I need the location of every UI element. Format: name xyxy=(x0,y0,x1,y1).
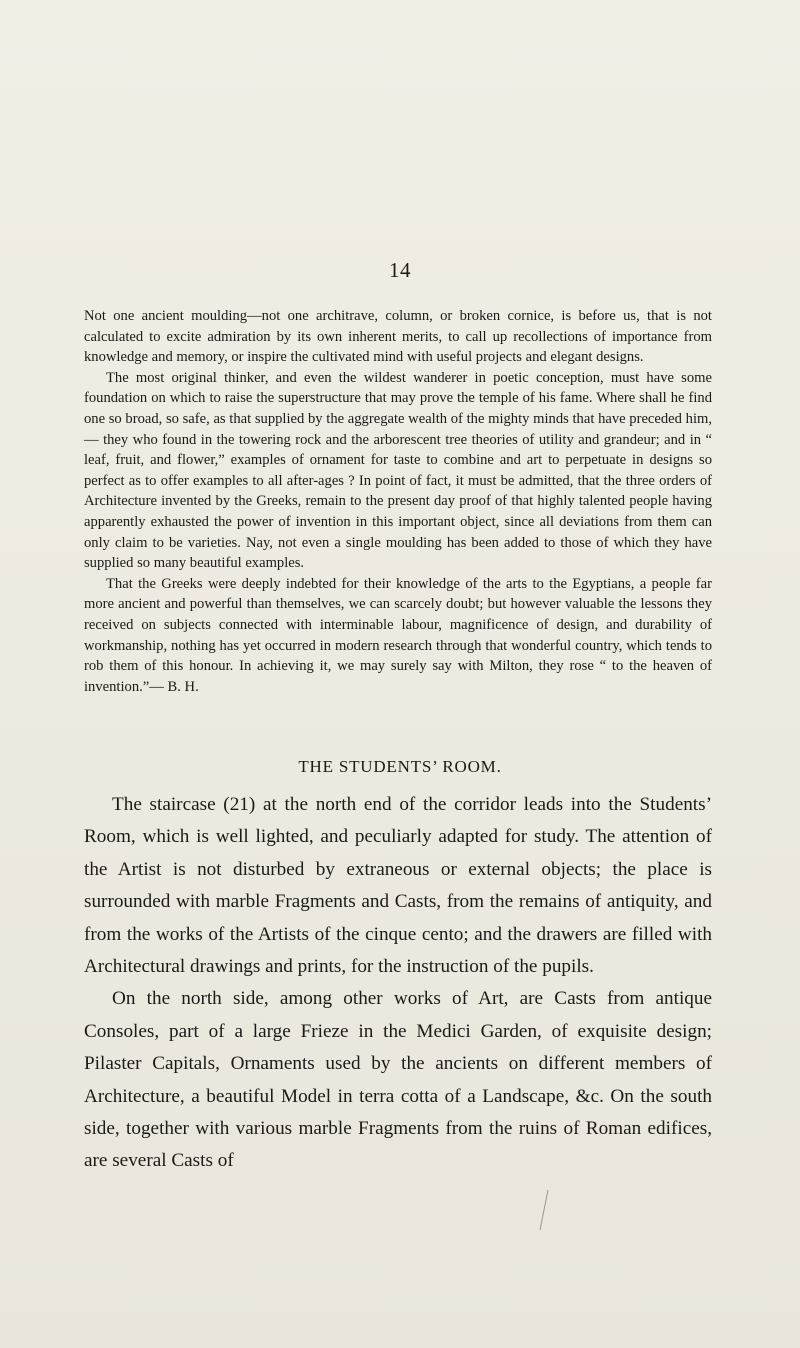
pencil-mark-icon xyxy=(538,1188,550,1232)
essay-text xyxy=(84,306,712,697)
page-number: 14 xyxy=(389,258,411,282)
section-paragraph-1: The staircase (21) at the north end of the corridor leads into the Students’ Room, which is well lighted, and peculiarly adapted for study. The attention of the Artist is not disturbed by extraneous or external objects; the place is surrounded with marble Fragments and Casts, from the remains of antiquity, and from the works of the Artists of the cinque cento; and the drawers are filled with Architectural drawings and prints, for the instruction of the pupils. xyxy=(84,794,712,978)
essay-paragraph-2: The most original thinker, and even the wildest wanderer in poetic conception, must have some foundation on which to raise the superstructure that may prove the temple of his fame. Where shall he find one so broad, so safe, as that supplied by the aggregate wealth of the mighty minds that have preceded him,— they who found in the towering rock and the arborescent tree theories of utility and grandeur; and in “ leaf, fruit, and flower,” examples of ornament for taste to combine and art to perpetuate in designs so perfect as to offer examples to all after-ages ? In point of fact, it must be admitted, that the three orders of Architecture invented by the Greeks, remain to the present day proof of that highly talented people having apparently exhausted the power of invention in this important object, since all deviations from them can only claim to be varieties. Nay, not even a single moulding has been added to those of which they have supplied so many beautiful examples. xyxy=(84,369,712,572)
section-paragraph-2: On the north side, among other works of Art, are Casts from antique Consoles, part of a large Frieze in the Medici Garden, of exquisite design; Pilaster Capitals, Ornaments used by the ancients on different members of Architecture, a beautiful Model in terra cotta of a Landscape, &c. On the south side, together with various marble Fragments from the ruins of Roman edifices, are several Casts of xyxy=(84,988,712,1172)
section-heading: THE STUDENTS’ ROOM. xyxy=(298,757,502,776)
essay-paragraph-1: Not one ancient moulding—not one architrave, column, or broken cornice, is before us, that is not calculated to excite admiration by its own inherent merits, to call up recollections of importance from knowledge and memory, or inspire the cultivated mind with useful projects and elegant designs. xyxy=(84,308,712,366)
section-text xyxy=(84,789,712,1178)
essay-paragraph-3: That the Greeks were deeply indebted for their knowledge of the arts to the Egyptians, a people far more ancient and powerful than themselves, we can scarcely doubt; but however valuable the lessons they received on subjects connected with interminable labour, magnificence of design, and durability of workmanship, nothing has yet occurred in modern research through that wonderful country, which tends to rob them of this honour. In achieving it, we may surely say with Milton, they rose “ to the heaven of invention.”— B. H. xyxy=(84,575,712,695)
